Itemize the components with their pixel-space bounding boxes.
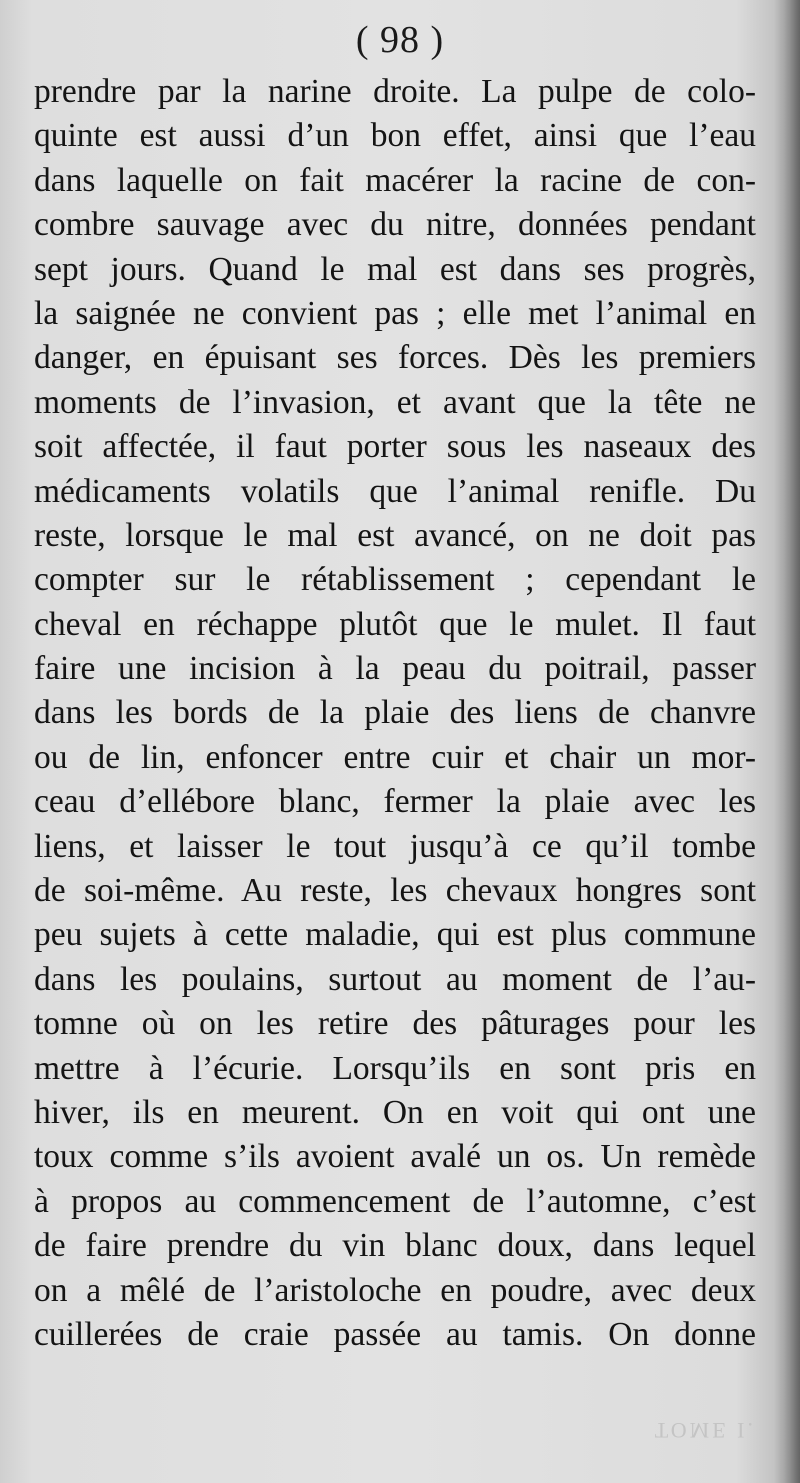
text-line: à propos au commencement de l’automne, c’est [34,1182,756,1220]
text-line: médicaments volatils que l’animal renifle. Du [34,472,756,510]
text-line: quinte est aussi d’un bon effet, ainsi que l’eau [34,117,756,155]
text-line: peu sujets à cette maladie, qui est plus commune [34,916,756,954]
text-line: la saignée ne convient pas ; elle met l’animal en [34,294,756,332]
text-line: cheval en réchappe plutôt que le mulet. Il faut [34,605,756,643]
text-line: liens, et laisser le tout jusqu’à ce qu’il tombe [34,827,756,865]
text-line: tomne où on les retire des pâturages pour les [34,1005,756,1043]
text-line: de soi-même. Au reste, les chevaux hongres sont [34,872,756,910]
text-line: cuillerées de craie passée au tamis. On donne [34,1315,756,1353]
body-text [34,70,756,1357]
spine-shadow [774,0,800,1483]
text-line: soit affectée, il faut porter sous les naseaux des [34,428,756,466]
text-line: ou de lin, enfoncer entre cuir et chair un mor- [34,738,756,776]
text-line: compter sur le rétablissement ; cependant le [34,561,756,599]
text-line: reste, lorsque le mal est avancé, on ne doit pas [34,516,756,554]
text-line: hiver, ils en meurent. On en voit qui ont une [34,1093,756,1131]
text-line: dans les poulains, surtout au moment de l’au- [34,960,756,998]
bleed-through-text: TOME I. [654,1418,756,1443]
text-line: danger, en épuisant ses forces. Dès les premiers [34,339,756,377]
page-number: ( 98 ) [355,19,445,61]
text-line: ceau d’ellébore blanc, fermer la plaie avec les [34,783,756,821]
text-line: on a mêlé de l’aristoloche en poudre, avec deux [34,1271,756,1309]
text-line: faire une incision à la peau du poitrail, passer [34,650,756,688]
text-line: dans les bords de la plaie des liens de chanvre [34,694,756,732]
text-line: combre sauvage avec du nitre, données pendant [34,206,756,244]
text-line: mettre à l’écurie. Lorsqu’ils en sont pris en [34,1049,756,1087]
text-line: prendre par la narine droite. La pulpe de colo- [34,73,756,110]
text-line: moments de l’invasion, et avant que la tête ne [34,383,756,421]
text-line: de faire prendre du vin blanc doux, dans lequel [34,1227,756,1265]
text-line: sept jours. Quand le mal est dans ses progrès, [34,250,756,288]
text-line: toux comme s’ils avoient avalé un os. Un remède [34,1138,756,1176]
text-line: dans laquelle on fait macérer la racine de con- [34,161,756,199]
